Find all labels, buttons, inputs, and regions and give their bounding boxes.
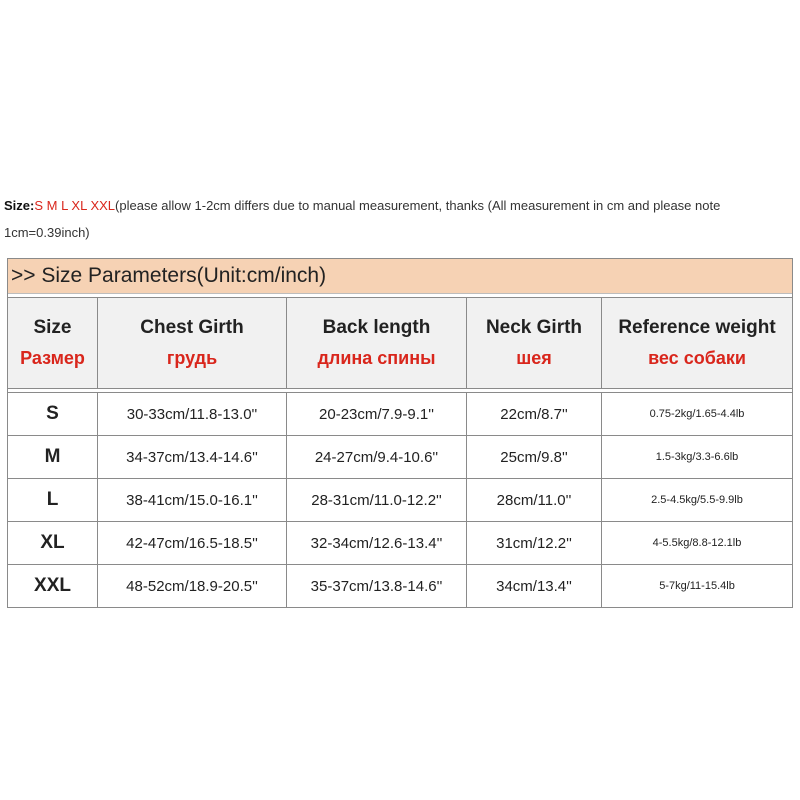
cell-neck: 25cm/9.8'' [467,436,602,478]
size-label: Size: [4,198,35,213]
measurement-note: (please allow 1-2cm differs due to manual measurement, thanks (All measurement in cm and please note 1cm=0.39inch) [4,198,721,240]
cell-size: M [8,436,98,478]
cell-neck: 34cm/13.4'' [467,565,602,607]
cell-size: XXL [8,565,98,607]
cell-chest: 48-52cm/18.9-20.5'' [98,565,287,607]
table-header-row [8,297,792,389]
cell-weight: 2.5-4.5kg/5.5-9.9lb [651,494,743,506]
cell-weight: 5-7kg/11-15.4lb [659,580,735,592]
cell-chest: 34-37cm/13.4-14.6'' [98,436,287,478]
header-back [287,298,467,388]
cell-size: XL [8,522,98,564]
header-back-ru: длина спины [317,348,436,368]
table-row [8,435,792,478]
header-weight-ru: вес собаки [648,348,746,368]
cell-chest: 30-33cm/11.8-13.0'' [98,393,287,435]
available-sizes: S M L XL XXL [34,198,116,213]
cell-neck: 28cm/11.0'' [467,479,602,521]
table-row [8,521,792,564]
cell-back: 28-31cm/11.0-12.2'' [287,479,467,521]
header-weight [602,298,792,388]
header-chest [98,298,287,388]
size-intro-text [4,192,794,246]
header-neck [467,298,602,388]
cell-back: 32-34cm/12.6-13.4'' [287,522,467,564]
table-row [8,478,792,521]
table-row [8,564,792,607]
table-row [8,392,792,435]
header-size [8,298,98,388]
cell-neck: 31cm/12.2'' [467,522,602,564]
cell-size: S [8,393,98,435]
header-neck-en: Neck Girth [485,317,583,338]
cell-back: 24-27cm/9.4-10.6'' [287,436,467,478]
cell-neck: 22cm/8.7'' [467,393,602,435]
header-chest-en: Chest Girth [140,317,244,338]
cell-weight: 0.75-2kg/1.65-4.4lb [649,408,745,420]
header-back-en: Back length [322,317,431,338]
cell-size: L [8,479,98,521]
header-size-en: Size [33,317,72,338]
header-neck-ru: шея [516,348,552,368]
size-parameters-table [7,258,793,608]
table-banner: >> Size Parameters(Unit:cm/inch) [8,259,792,294]
header-chest-ru: грудь [166,348,218,368]
cell-back: 20-23cm/7.9-9.1'' [287,393,467,435]
header-size-ru: Размер [20,348,85,368]
cell-weight: 4-5.5kg/8.8-12.1lb [652,537,742,549]
header-weight-en: Reference weight [618,317,776,338]
cell-back: 35-37cm/13.8-14.6'' [287,565,467,607]
cell-chest: 42-47cm/16.5-18.5'' [98,522,287,564]
cell-chest: 38-41cm/15.0-16.1'' [98,479,287,521]
cell-weight: 1.5-3kg/3.3-6.6lb [655,451,739,463]
